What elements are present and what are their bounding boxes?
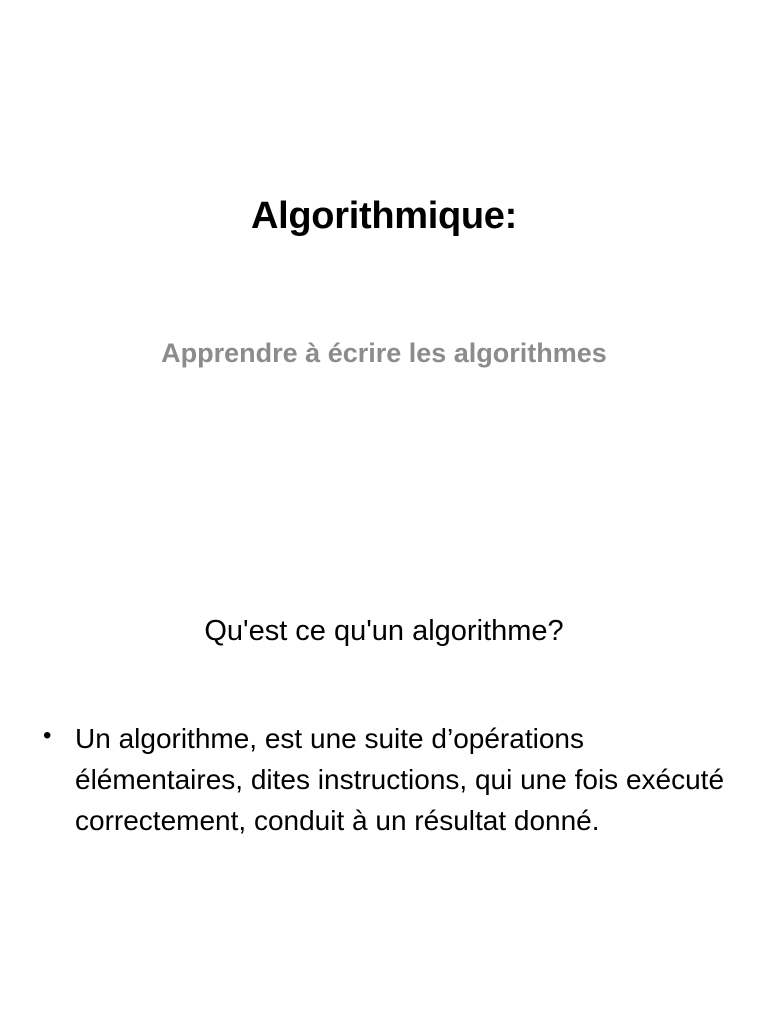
bullet-marker: •	[43, 722, 52, 749]
slide-title-heading: Algorithmique:	[251, 195, 517, 237]
bullet-list	[40, 718, 730, 841]
list-item	[40, 718, 730, 841]
bullet-text: Un algorithme, est une suite d’opérations élémentaires, dites instructions, qui une fois exécuté correctement, conduit à un résultat donné.	[75, 723, 725, 836]
slide-subtitle: Apprendre à écrire les algorithmes	[161, 338, 607, 368]
slide-definition	[0, 512, 768, 1024]
slide-definition-heading: Qu'est ce qu'un algorithme?	[204, 615, 564, 647]
